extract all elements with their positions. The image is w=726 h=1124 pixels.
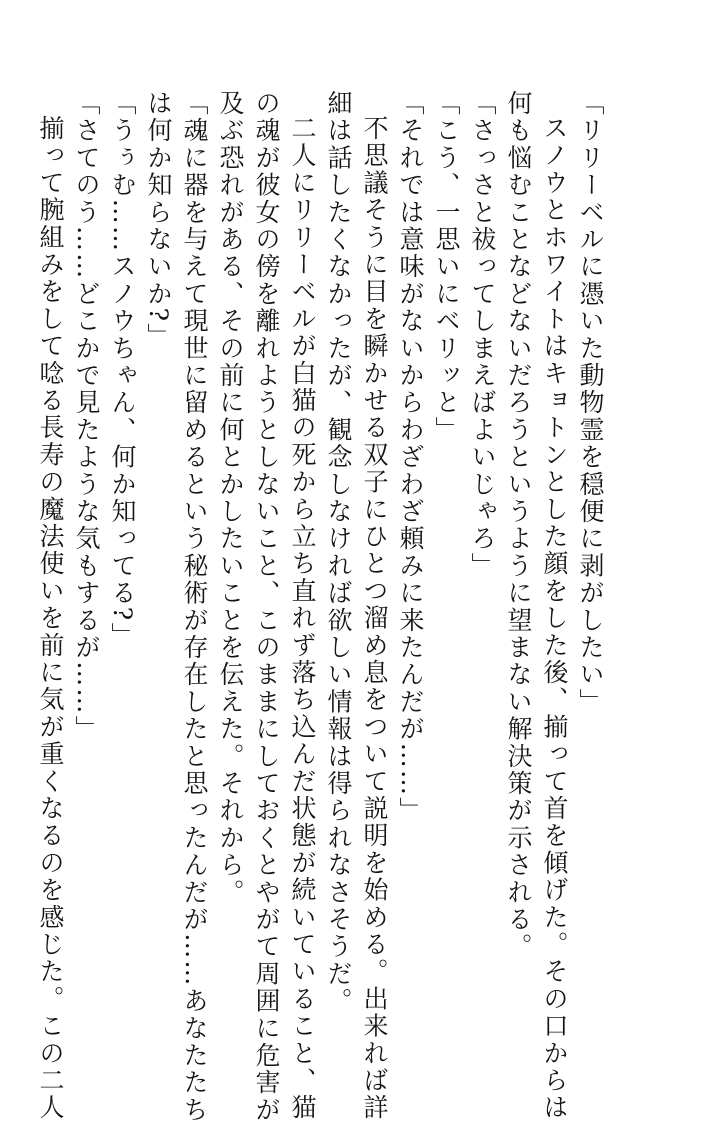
text-line: は何か知らないか?」 [144, 90, 173, 351]
text-line: スノウとホワイトはキョトンとした顔をした後、揃って首を傾げた。その口からは [540, 115, 569, 1122]
text-line: 「うぅむ……スノウちゃん、何か知ってる?」 [108, 90, 137, 650]
text-line: 及ぶ恐れがある、その前に何とかしたいことを伝えた。それから。 [216, 90, 245, 906]
vertical-text-block [32, 90, 608, 1124]
text-line: 「それでは意味がないからわざわざ頼みに来たんだが……」 [396, 90, 425, 825]
text-line: 不思議そうに目を瞬かせる双子にひとつ溜め息をついて説明を始める。出来れば詳 [360, 115, 389, 1122]
text-line: 「さてのう……どこかで見たような気もするが……」 [72, 90, 101, 743]
text-line: の魂が彼女の傍を離れようとしないこと、このままにしておくとやがて周囲に危害が [252, 90, 281, 1124]
text-line: 「こう、一思いにベリッと」 [432, 90, 461, 444]
text-line: 揃って腕組みをして唸る長寿の魔法使いを前に気が重くなるのを感じた。この二人 [36, 115, 65, 1122]
text-line: 何も悩むことなどないだろうというように望まない解決策が示される。 [504, 90, 533, 961]
text-line: 「リリーベルに憑いた動物霊を穏便に剥がしたい」 [576, 90, 605, 716]
text-line: 二人にリリーベルが白猫の死から立ち直れず落ち込んだ状態が続いていること、猫 [288, 115, 317, 1122]
text-line: 「さっさと祓ってしまえばよいじゃろ」 [468, 90, 497, 580]
text-line: 細は話したくなかったが、観念しなければ欲しい情報は得られなさそうだ。 [324, 90, 353, 1015]
text-line: 「魂に器を与えて現世に留めるという秘術が存在したと思ったんだが……あなたたち [180, 90, 209, 1124]
